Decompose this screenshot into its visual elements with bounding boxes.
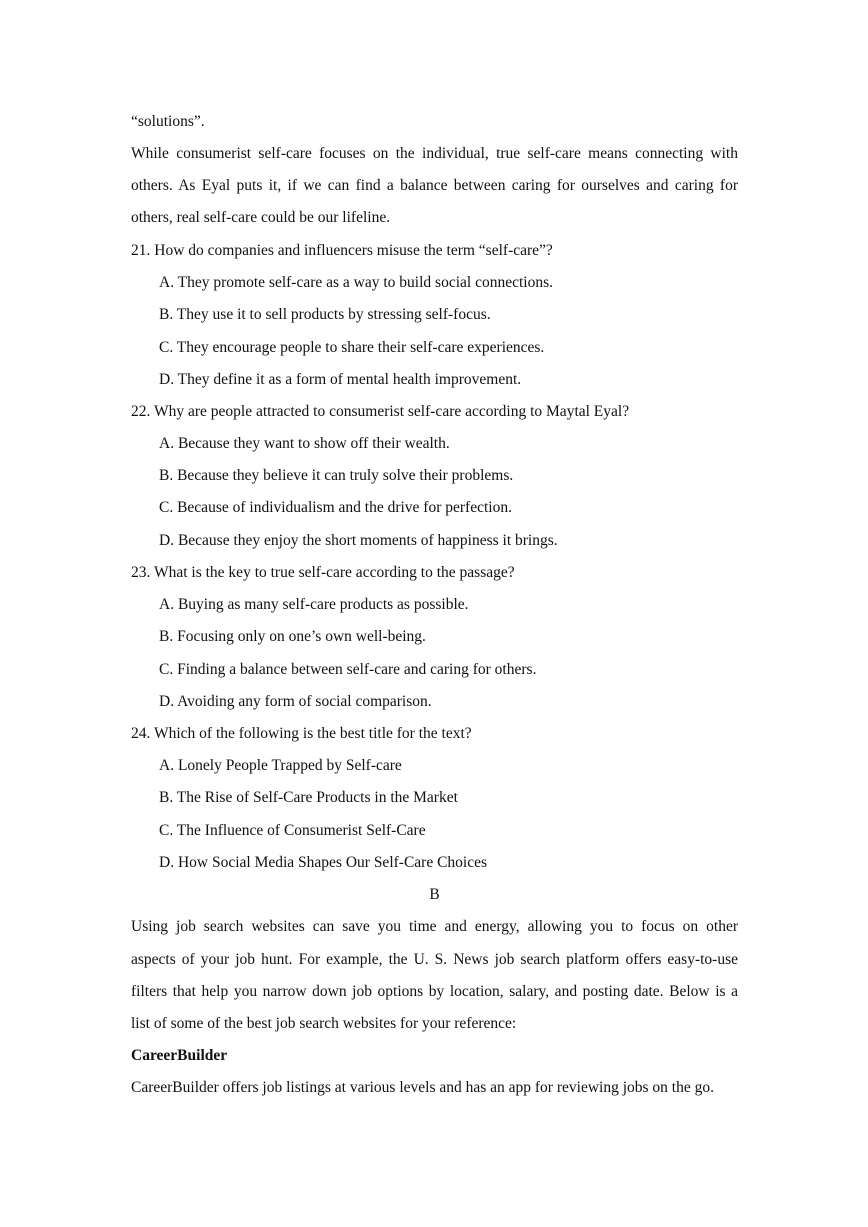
question-24-option-a: A. Lonely People Trapped by Self-care	[159, 757, 402, 774]
passage-text-line: others. As Eyal puts it, if we can find a balance between caring for ourselves and caring for	[131, 177, 738, 194]
question-23-option-d: D. Avoiding any form of social comparison.	[159, 693, 432, 710]
section-b-heading: B	[429, 886, 440, 903]
question-22-option-b: B. Because they believe it can truly solve their problems.	[159, 467, 514, 484]
question-23-stem: 23. What is the key to true self-care according to the passage?	[131, 564, 515, 581]
passage-text-line: While consumerist self-care focuses on the individual, true self-care means connecting with	[131, 145, 738, 162]
section-b-paragraph-line: filters that help you narrow down job options by location, salary, and posting date. Below is a	[131, 983, 738, 1000]
question-22-option-d: D. Because they enjoy the short moments of happiness it brings.	[159, 532, 558, 549]
question-21-option-a: A. They promote self-care as a way to build social connections.	[159, 274, 553, 291]
question-21-option-b: B. They use it to sell products by stressing self-focus.	[159, 306, 491, 323]
question-24-option-b: B. The Rise of Self-Care Products in the Market	[159, 789, 458, 806]
question-23-option-c: C. Finding a balance between self-care and caring for others.	[159, 661, 537, 678]
question-21-option-d: D. They define it as a form of mental health improvement.	[159, 371, 522, 388]
section-b-paragraph-line: list of some of the best job search websites for your reference:	[131, 1015, 517, 1032]
question-22-option-a: A. Because they want to show off their wealth.	[159, 435, 450, 452]
question-22-stem: 22. Why are people attracted to consumerist self-care according to Maytal Eyal?	[131, 403, 630, 420]
question-21-stem: 21. How do companies and influencers misuse the term “self-care”?	[131, 242, 553, 259]
question-23-option-b: B. Focusing only on one’s own well-being.	[159, 628, 426, 645]
question-21-option-c: C. They encourage people to share their self-care experiences.	[159, 339, 545, 356]
passage-text-line: “solutions”.	[131, 113, 205, 130]
question-24-stem: 24. Which of the following is the best title for the text?	[131, 725, 472, 742]
section-b-paragraph-line: aspects of your job hunt. For example, the U. S. News job search platform offers easy-to-use	[131, 951, 738, 968]
question-23-option-a: A. Buying as many self-care products as possible.	[159, 596, 469, 613]
question-22-option-c: C. Because of individualism and the drive for perfection.	[159, 499, 512, 516]
careerbuilder-description: CareerBuilder offers job listings at various levels and has an app for reviewing jobs on the go.	[131, 1079, 714, 1096]
question-24-option-c: C. The Influence of Consumerist Self-Care	[159, 822, 426, 839]
careerbuilder-heading: CareerBuilder	[131, 1047, 228, 1064]
section-b-paragraph-line: Using job search websites can save you time and energy, allowing you to focus on other	[131, 918, 738, 935]
question-24-option-d: D. How Social Media Shapes Our Self-Care Choices	[159, 854, 488, 871]
passage-text-line: others, real self-care could be our lifeline.	[131, 209, 391, 226]
